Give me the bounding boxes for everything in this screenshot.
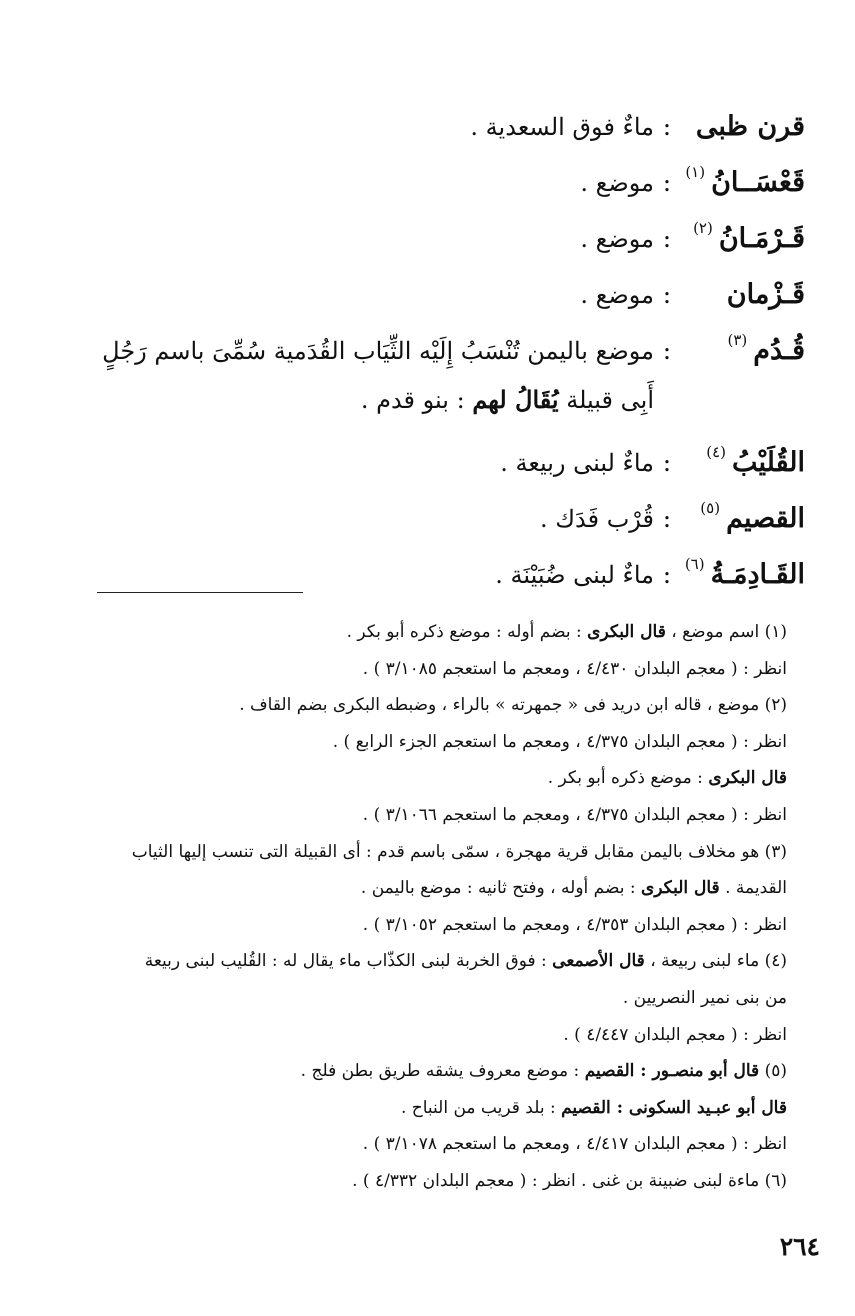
- entry-term: قَـرْمَـانُ$^{(٢)}$: [693, 219, 805, 254]
- entry-term: القَـادِمَـةُ$^{(٦)}$: [684, 555, 805, 590]
- entry-term: القصيم$^{(٥)}$: [700, 499, 805, 534]
- entry-colon: :: [662, 168, 672, 197]
- footnote-ref: (٦): [684, 555, 705, 573]
- footnote-line: من بنى نمير النصريين .: [622, 987, 787, 1008]
- entry-definition: ماءٌ لبنى ربيعة .: [500, 449, 654, 477]
- entry-definition: موضع .: [580, 281, 654, 309]
- footnote-line: (١) اسم موضع ، قال البكرى : بضم أوله : موضع ذكره أبو بكر .: [346, 622, 787, 642]
- footnote-ref: (٤): [706, 443, 727, 461]
- entry-definition: ماءٌ فوق السعدية .: [470, 113, 654, 141]
- entries-list: [65, 92, 805, 596]
- entry-colon: :: [662, 336, 672, 365]
- entry-definition: موضع .: [580, 225, 654, 253]
- footnote-ref: (٢): [693, 219, 713, 237]
- footnote-ref: (٥): [700, 499, 721, 517]
- entry-term: قُـدُم$^{(٣)}$: [727, 331, 805, 366]
- entry: [65, 260, 805, 316]
- entry-continuation: [65, 372, 805, 428]
- footnote-line: (٦) ماءة لبنى ضبينة بن غنى . انظر : ( معجم البلدان ٤/٣٣٢ ) .: [352, 1170, 787, 1191]
- entry-definition-continued: أَبِى قبيلة يُقَالُ لهم : بنو قدم .: [360, 385, 654, 414]
- footnote-line: قال البكرى : موضع ذكره أبو بكر .: [547, 768, 787, 789]
- entry-term: قَـزْمان: [726, 279, 805, 310]
- entry: [65, 316, 805, 372]
- entry-term: قَعْسَــانُ$^{(١)}$: [685, 163, 805, 198]
- entry-colon: :: [662, 448, 672, 477]
- entry: [65, 540, 805, 596]
- entry-colon: :: [662, 112, 672, 141]
- footnote-line: انظر : ( معجم البلدان ٤/٣٥٣ ، ومعجم ما استعجم ٣/١٠٥٢ ) .: [362, 914, 787, 935]
- footnote-ref: (١): [685, 163, 706, 181]
- entry-definition: موضع باليمن تُنْسَبُ إِلَيْه الثِّيَاب القُدَمية سُمِّىَ باسم رَجُلٍ: [102, 337, 654, 365]
- footnote-line: انظر : ( معجم البلدان ٤/٣٧٥ ، ومعجم ما استعجم ٣/١٠٦٦ ) .: [362, 804, 787, 825]
- entry-colon: :: [662, 504, 672, 533]
- footnotes: [87, 614, 787, 1200]
- footnote-line: القديمة . قال البكرى : بضم أوله ، وفتح ثانيه : موضع باليمن .: [360, 878, 787, 899]
- footnote-line: انظر : ( معجم البلدان ٤/٤٤٧ ) .: [563, 1024, 787, 1045]
- entry-term: القُلَيْبُ$^{(٤)}$: [706, 443, 805, 478]
- entry-colon: :: [662, 280, 672, 309]
- entry-definition: ماءٌ لبنى ضُبَيْنَة .: [495, 561, 654, 589]
- entry-definition: موضع .: [580, 169, 654, 197]
- entry: [65, 148, 805, 204]
- entry-term: قرن ظبى: [695, 111, 805, 142]
- page-number: ٢٦٤: [779, 1232, 820, 1261]
- footnote-line: انظر : ( معجم البلدان ٤/٤٣٠ ، ومعجم ما استعجم ٣/١٠٨٥ ) .: [362, 658, 787, 679]
- entry: [65, 92, 805, 148]
- footnote-line: (٥) قال أبو منصـور : القصيم : موضع معروف يشقه طريق بطن فلج .: [300, 1061, 787, 1082]
- footnote-divider: [97, 592, 303, 593]
- entry-colon: :: [662, 560, 672, 589]
- footnote-line: (٢) موضع ، قاله ابن دريد فى « جمهرته » بالراء ، وضبطه البكرى بضم القاف .: [239, 695, 787, 716]
- footnote-line: (٤) ماء لبنى ربيعة ، قال الأصمعى : فوق الخربة لبنى الكذّاب ماء يقال له : القُليب لبنى ربيعة: [144, 951, 787, 972]
- footnote-line: انظر : ( معجم البلدان ٤/٣٧٥ ، ومعجم ما استعجم الجزء الرابع ) .: [332, 731, 787, 752]
- entry: [65, 428, 805, 484]
- footnote-ref: (٣): [727, 331, 748, 349]
- footnote-line: انظر : ( معجم البلدان ٤/٤١٧ ، ومعجم ما استعجم ٣/١٠٧٨ ) .: [362, 1134, 787, 1155]
- entry: [65, 484, 805, 540]
- entry-colon: :: [662, 224, 672, 253]
- entry: [65, 204, 805, 260]
- footnote-line: (٣) هو مخلاف باليمن مقابل قرية مهجرة ، سمّى باسم قدم : أى القبيلة التى تنسب إليها الثياب: [131, 841, 787, 862]
- footnote-line: قال أبو عبـيد السكونى : القصيم : بلد قريب من النباح .: [400, 1097, 787, 1118]
- entry-definition: قُرْب فَدَك .: [539, 505, 654, 533]
